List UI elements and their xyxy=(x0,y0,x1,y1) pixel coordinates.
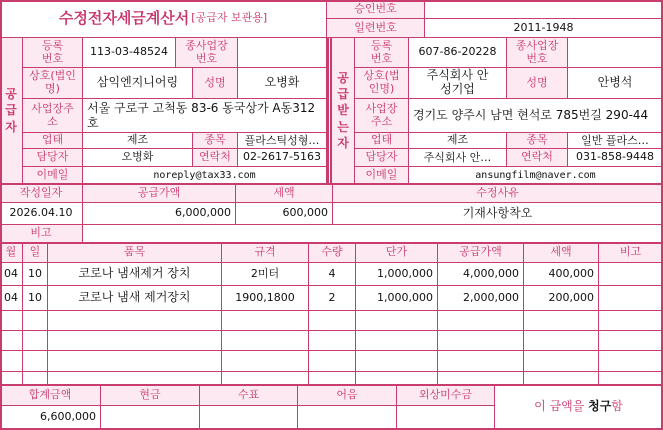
row4-month xyxy=(0,331,23,351)
row3-qty xyxy=(309,311,356,331)
buyer-manager-label: 담당자 xyxy=(355,149,409,167)
buyer-side-label xyxy=(332,38,355,184)
buyer-branch-value xyxy=(568,38,663,68)
row4-item xyxy=(48,331,222,351)
buyer-side-char: 공 xyxy=(337,71,349,86)
buyer-manager-value xyxy=(409,149,507,167)
supplier-name-value: 삼익엔지니어링 xyxy=(83,68,193,99)
supplier-email-label: 이메일 xyxy=(23,167,83,184)
row2-item: 코로나 냄새 제거장치 xyxy=(48,286,222,311)
row4-day xyxy=(23,331,48,351)
buyer-addr-label: 사업장주소 xyxy=(355,99,409,133)
supplier-side-char: 급 xyxy=(5,103,17,118)
buyer-ceo-value: 안병석 xyxy=(568,68,663,99)
check-value xyxy=(200,406,298,430)
col-header-spec: 규격 xyxy=(222,243,309,263)
col-header-supply: 공급가액 xyxy=(438,243,524,263)
claim-prefix: 이 금액을 xyxy=(534,399,585,414)
row3-supply xyxy=(438,311,524,331)
row5-day xyxy=(23,351,48,372)
supplier-biz-label: 업태 xyxy=(23,133,83,149)
bill-label: 어음 xyxy=(298,385,397,406)
reason-label: 수정사유 xyxy=(333,184,663,203)
items-divider xyxy=(0,242,663,244)
claim-statement xyxy=(495,385,663,430)
buyer-item-text: 일반 플라스… xyxy=(581,134,649,147)
check-label: 수표 xyxy=(200,385,298,406)
row2-qty: 2 xyxy=(309,286,356,311)
invoice-title xyxy=(0,0,327,38)
party-divider xyxy=(327,38,332,184)
row3-unit-price xyxy=(356,311,438,331)
row4-supply xyxy=(438,331,524,351)
supplier-item-value xyxy=(238,133,327,149)
buyer-item-value xyxy=(568,133,663,149)
col-header-day: 일 xyxy=(23,243,48,263)
buyer-manager-text: 주식회사 안… xyxy=(423,151,492,164)
col-header-unit-price: 단가 xyxy=(356,243,438,263)
row2-supply: 2,000,000 xyxy=(438,286,524,311)
reason-value: 기재사항착오 xyxy=(333,203,663,225)
row2-spec: 1900,1800 xyxy=(222,286,309,311)
supplier-manager-value: 오병화 xyxy=(83,149,193,167)
row5-spec xyxy=(222,351,309,372)
cash-value xyxy=(101,406,200,430)
supplier-biz-value: 제조 xyxy=(83,133,193,149)
row1-supply: 4,000,000 xyxy=(438,263,524,286)
date-value: 2026.04.10 xyxy=(0,203,83,225)
note-label: 비고 xyxy=(0,225,83,243)
row1-item: 코로나 냄새제거 장치 xyxy=(48,263,222,286)
row4-tax xyxy=(524,331,599,351)
row5-unit-price xyxy=(356,351,438,372)
credit-label: 외상미수금 xyxy=(397,385,495,406)
supplier-name-label: 상호(법인명) xyxy=(23,68,83,99)
row5-tax xyxy=(524,351,599,372)
row2-day: 10 xyxy=(23,286,48,311)
approval-label: 승인번호 xyxy=(327,0,425,19)
supplier-addr-value: 서울 구로구 고척동 83-6 동국상가 A동312호 xyxy=(83,99,327,133)
buyer-reg-label: 등록번호 xyxy=(355,38,409,68)
supplier-manager-label: 담당자 xyxy=(23,149,83,167)
row5-supply xyxy=(438,351,524,372)
buyer-item-label: 종목 xyxy=(507,133,568,149)
buyer-biz-value: 제조 xyxy=(409,133,507,149)
row1-note xyxy=(599,263,663,286)
buyer-email-label: 이메일 xyxy=(355,167,409,184)
supplier-ceo-label: 성명 xyxy=(193,68,238,99)
col-header-qty: 수량 xyxy=(309,243,356,263)
credit-value xyxy=(397,406,495,430)
row3-day xyxy=(23,311,48,331)
row4-note xyxy=(599,331,663,351)
supplier-branch-value xyxy=(238,38,327,68)
supplier-side-label xyxy=(0,38,23,184)
note-value xyxy=(83,225,663,243)
row5-qty xyxy=(309,351,356,372)
buyer-branch-label: 종사업장번호 xyxy=(507,38,568,68)
summary-divider xyxy=(0,183,663,185)
row5-month xyxy=(0,351,23,372)
row2-month: 04 xyxy=(0,286,23,311)
col-header-item: 품목 xyxy=(48,243,222,263)
row1-qty: 4 xyxy=(309,263,356,286)
tax-value: 600,000 xyxy=(236,203,333,225)
row2-unit-price: 1,000,000 xyxy=(356,286,438,311)
bill-value xyxy=(298,406,397,430)
supplier-addr-label: 사업장주소 xyxy=(23,99,83,133)
row2-note xyxy=(599,286,663,311)
supplier-side-char: 공 xyxy=(5,87,17,102)
supply-value: 6,000,000 xyxy=(83,203,236,225)
buyer-name-label: 상호(법인명) xyxy=(355,68,409,99)
row1-tax: 400,000 xyxy=(524,263,599,286)
buyer-reg-value: 607-86-20228 xyxy=(409,38,507,68)
supplier-reg-label: 등록번호 xyxy=(23,38,83,68)
row4-qty xyxy=(309,331,356,351)
row1-spec: 2미터 xyxy=(222,263,309,286)
row2-tax: 200,000 xyxy=(524,286,599,311)
buyer-side-char: 는 xyxy=(337,119,349,134)
buyer-email-value: ansungfilm@naver.com xyxy=(409,167,663,184)
buyer-phone-label: 연락처 xyxy=(507,149,568,167)
buyer-ceo-label: 성명 xyxy=(507,68,568,99)
total-value: 6,600,000 xyxy=(0,406,101,430)
row3-tax xyxy=(524,311,599,331)
row3-month xyxy=(0,311,23,331)
serial-label: 일련번호 xyxy=(327,19,425,38)
supplier-phone-label: 연락처 xyxy=(193,149,238,167)
buyer-side-char: 급 xyxy=(337,87,349,102)
row4-unit-price xyxy=(356,331,438,351)
date-label: 작성일자 xyxy=(0,184,83,203)
totals-divider xyxy=(0,384,663,386)
buyer-addr-value: 경기도 양주시 남면 현석로 785번길 290-44 xyxy=(409,99,663,133)
row5-item xyxy=(48,351,222,372)
supplier-ceo-value: 오병화 xyxy=(238,68,327,99)
supply-label: 공급가액 xyxy=(83,184,236,203)
supplier-item-label: 종목 xyxy=(193,133,238,149)
title-subtitle: [공급자 보관용] xyxy=(191,11,268,25)
cash-label: 현금 xyxy=(101,385,200,406)
supplier-phone-value: 02-2617-5163 xyxy=(238,149,327,167)
supplier-email-value: noreply@tax33.com xyxy=(83,167,327,184)
row1-day: 10 xyxy=(23,263,48,286)
supplier-reg-value: 113-03-48524 xyxy=(83,38,176,68)
total-label: 합계금액 xyxy=(0,385,101,406)
buyer-side-char: 받 xyxy=(337,103,349,118)
approval-value xyxy=(425,0,663,19)
row3-spec xyxy=(222,311,309,331)
supplier-branch-label: 종사업장번호 xyxy=(176,38,238,68)
tax-label: 세액 xyxy=(236,184,333,203)
row1-unit-price: 1,000,000 xyxy=(356,263,438,286)
title-text: 수정전자세금계산서 xyxy=(58,9,190,28)
buyer-phone-value: 031-858-9448 xyxy=(568,149,663,167)
serial-value: 2011-1948 xyxy=(425,19,663,38)
claim-suffix: 함 xyxy=(611,399,623,414)
row5-note xyxy=(599,351,663,372)
row4-spec xyxy=(222,331,309,351)
buyer-biz-label: 업태 xyxy=(355,133,409,149)
col-header-month: 월 xyxy=(0,243,23,263)
supplier-item-text: 플라스틱성형… xyxy=(244,134,320,147)
col-header-note: 비고 xyxy=(599,243,663,263)
buyer-name-value: 주식회사 안성기업 xyxy=(409,68,507,99)
col-header-tax: 세액 xyxy=(524,243,599,263)
claim-word: 청구 xyxy=(588,399,612,414)
row3-note xyxy=(599,311,663,331)
buyer-side-char: 자 xyxy=(337,135,349,150)
row1-month: 04 xyxy=(0,263,23,286)
row3-item xyxy=(48,311,222,331)
supplier-side-char: 자 xyxy=(5,119,17,134)
